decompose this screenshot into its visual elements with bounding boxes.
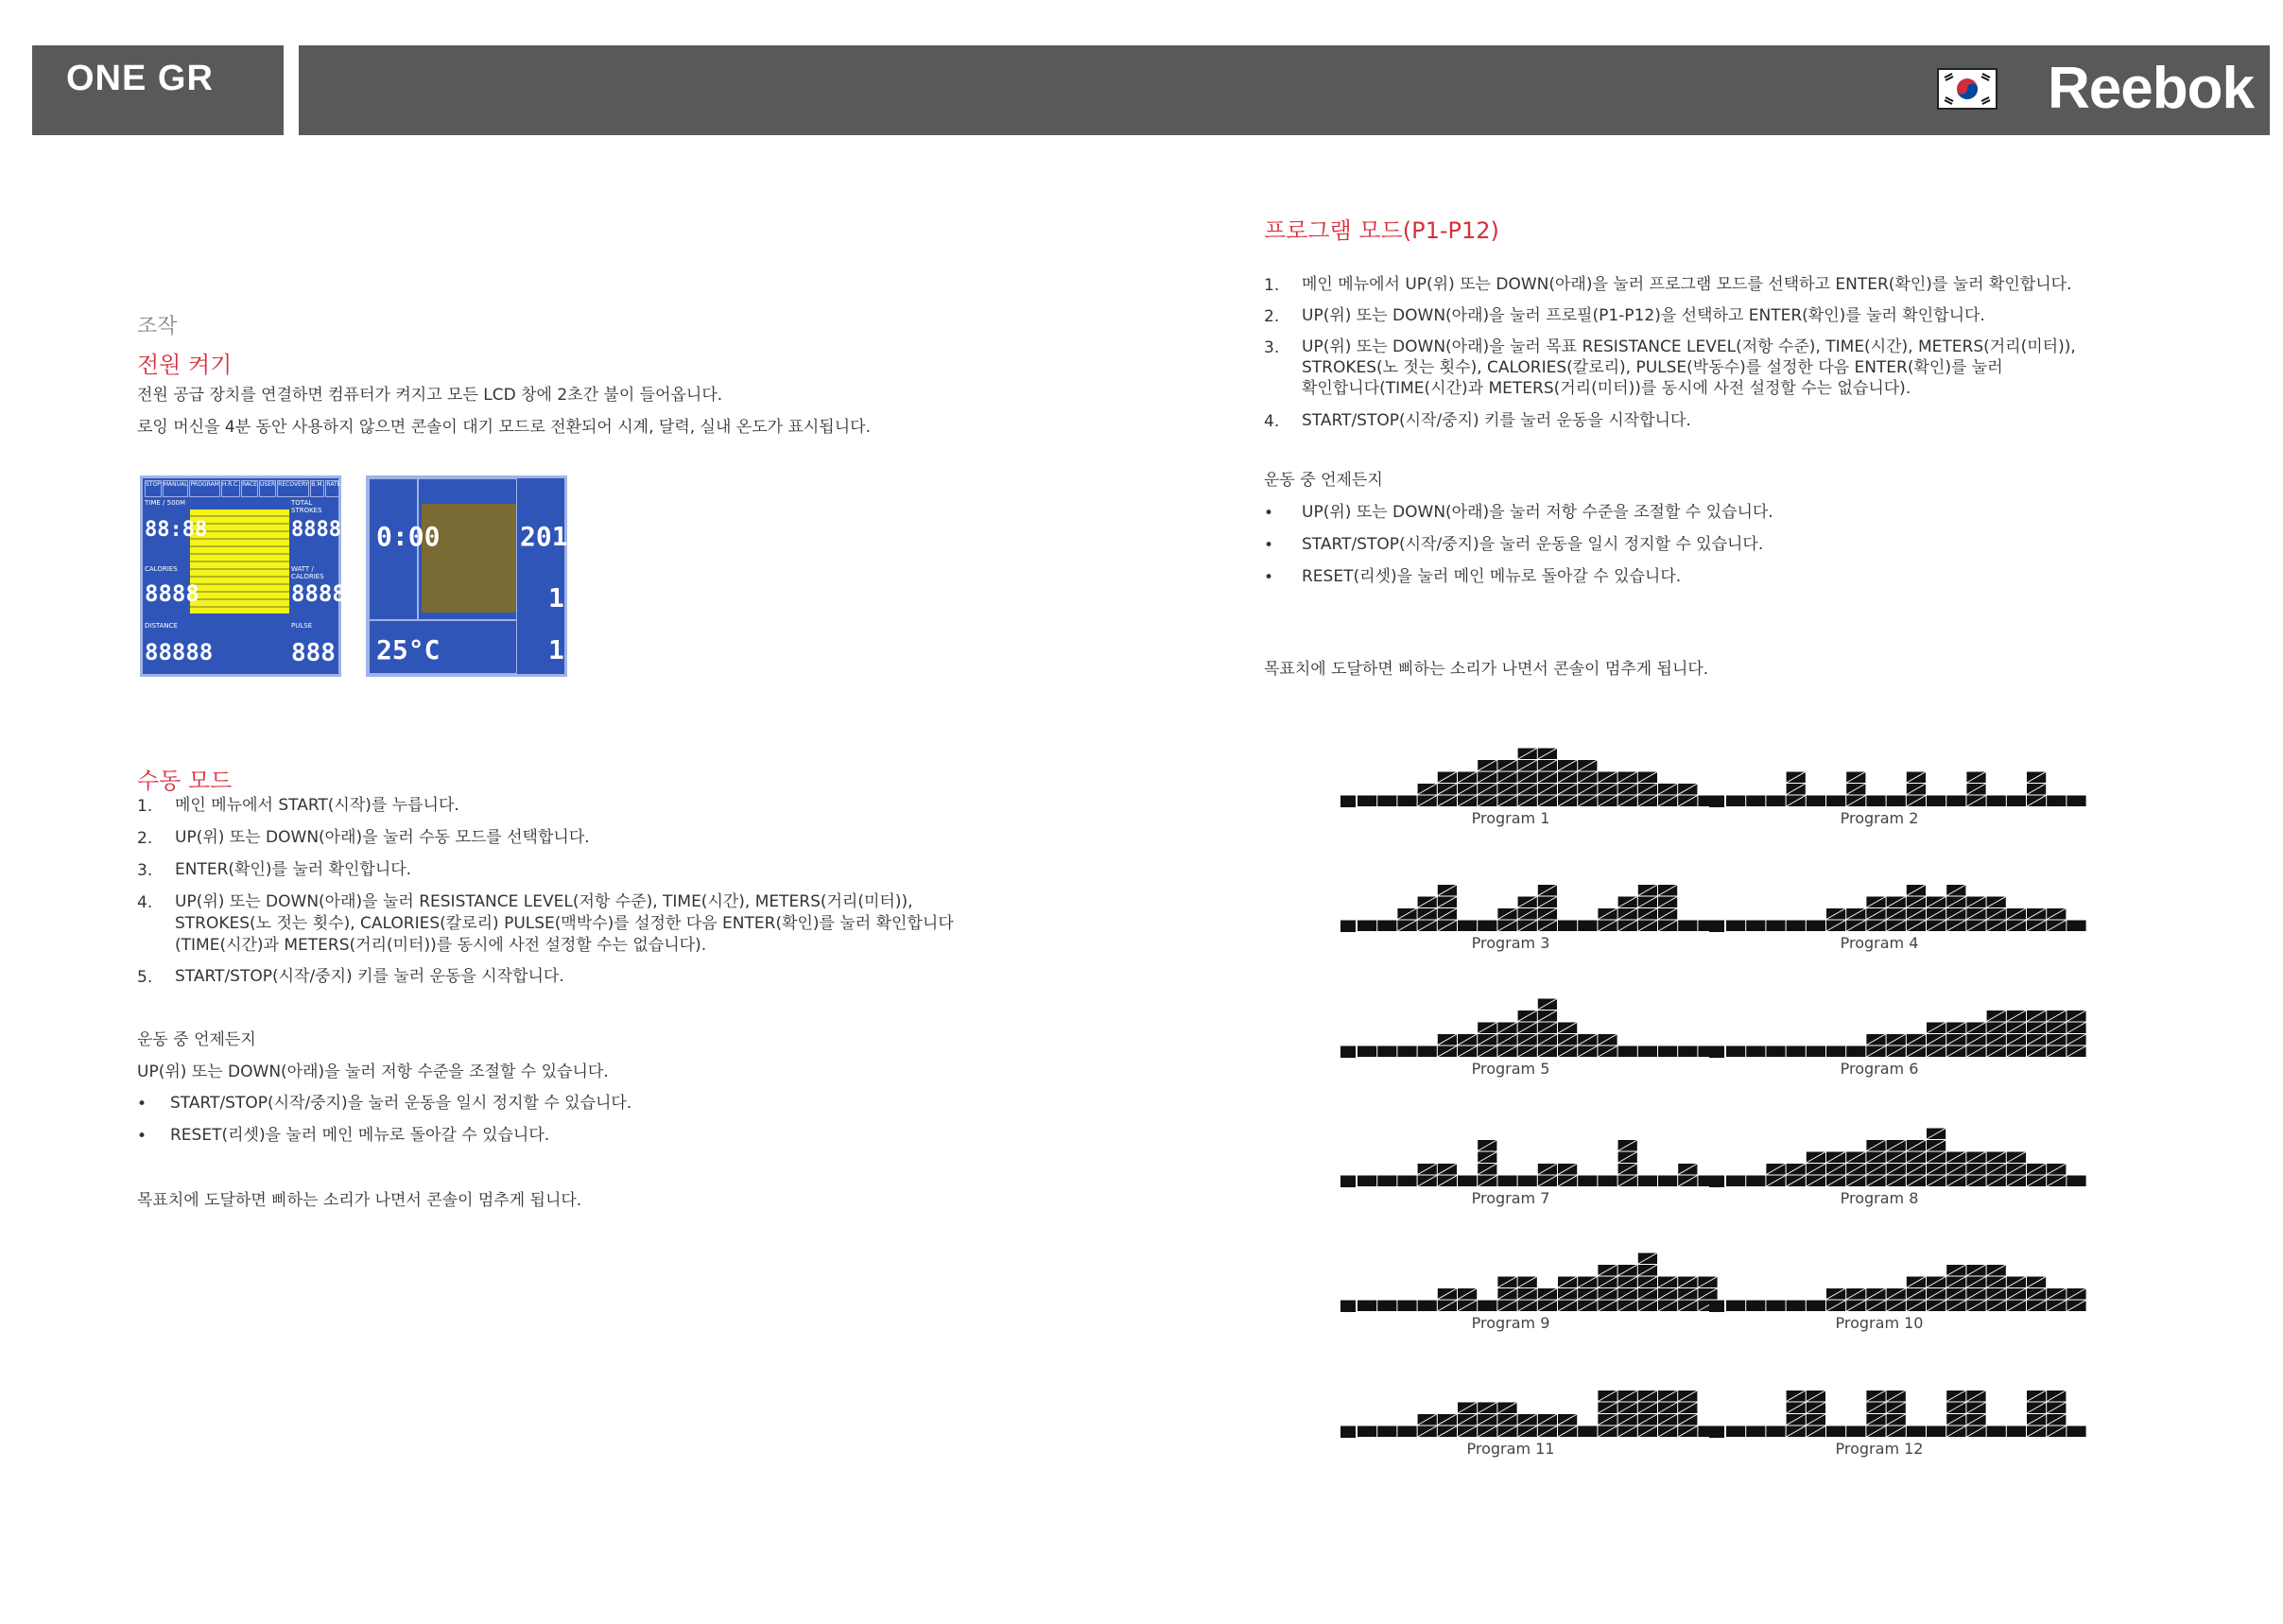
lcd-digits: 8888	[145, 580, 199, 607]
program-level-block	[1766, 921, 1785, 932]
program-level-block	[1746, 921, 1765, 932]
section-title: 조작	[137, 315, 178, 338]
start-marker	[1340, 1301, 1356, 1313]
program-caption: Program 5	[1471, 1060, 1550, 1078]
program-chart	[1709, 1240, 2050, 1312]
program-level-block	[1478, 1301, 1496, 1312]
manual-step-4-line-2: STROKES(노 젓는 횟수), CALORIES(칼로리) PULSE(맥박수)를 설정한 다음 ENTER(확인)를 눌러 확인합니다	[175, 914, 954, 933]
program-chart	[1340, 1240, 1681, 1312]
power-line-1: 전원 공급 장치를 연결하면 컴퓨터가 켜지고 모든 LCD 창에 2초간 불이 들어옵니다.	[137, 386, 723, 405]
start-marker	[1709, 1426, 1724, 1439]
model-badge	[32, 45, 284, 135]
manual-step-2: UP(위) 또는 DOWN(아래)을 눌러 수동 모드를 선택합니다.	[175, 828, 590, 847]
program-level-block	[1907, 1426, 1926, 1438]
program-level-block	[1766, 796, 1785, 807]
program-level-block	[1787, 1301, 1806, 1312]
program-level-block	[1377, 1046, 1396, 1058]
program-level-block	[1418, 1301, 1437, 1312]
manual-step-3: ENTER(확인)를 눌러 확인합니다.	[175, 860, 412, 879]
program-chart	[1340, 735, 1681, 807]
program-level-block	[1866, 796, 1885, 807]
header-bar	[299, 45, 2270, 135]
program-caption: Program 8	[1840, 1189, 1919, 1207]
program-level-block	[1826, 796, 1845, 807]
step-number: 3.	[1264, 338, 1280, 357]
program-level-block	[1518, 1176, 1537, 1187]
program-level-block	[1377, 1301, 1396, 1312]
program-level-block	[1846, 1046, 1865, 1058]
program-chart	[1709, 860, 2050, 932]
program-level-block	[1746, 1301, 1765, 1312]
program-level-block	[1358, 921, 1376, 932]
program-level-block	[1598, 1176, 1617, 1187]
program-level-block	[2047, 796, 2066, 807]
program-step-3-line-3: 확인합니다(TIME(시간)과 METERS(거리(미터))를 동시에 사전 설정할 수는 없습니다).	[1302, 379, 1911, 398]
bullet: •	[137, 1095, 147, 1114]
program-level-block	[1787, 921, 1806, 932]
program-level-block	[1418, 1046, 1437, 1058]
start-marker	[1340, 1426, 1356, 1439]
step-number: 1.	[137, 797, 153, 816]
bullet: •	[137, 1127, 147, 1146]
program-caption: Program 11	[1466, 1440, 1555, 1458]
program-level-block	[1377, 921, 1396, 932]
program-level-block	[1478, 921, 1496, 932]
program-level-block	[1726, 1426, 1745, 1438]
during-title: 운동 중 언제든지	[137, 1030, 256, 1049]
lcd-year: 2013	[520, 521, 584, 552]
program-caption: Program 9	[1471, 1314, 1550, 1332]
lcd-display-full	[140, 475, 355, 677]
lcd-display-standby	[366, 475, 584, 677]
program-level-block	[2067, 1176, 2085, 1187]
program-level-block	[1746, 1426, 1765, 1438]
lcd-digits: 88:88	[145, 518, 208, 542]
start-marker	[1709, 921, 1724, 933]
step-number: 1.	[1264, 276, 1280, 295]
program-level-block	[1458, 921, 1477, 932]
program-level-block	[2007, 1426, 2026, 1438]
manual-title: 수동 모드	[137, 768, 233, 794]
program-caption: Program 4	[1840, 934, 1919, 952]
program-level-block	[1746, 1046, 1765, 1058]
lcd-tab: STOP	[145, 480, 162, 497]
program-level-block	[1987, 796, 2006, 807]
manual-step-4-line-3: (TIME(시간)과 METERS(거리(미터))를 동시에 사전 설정할 수는 없습니다).	[175, 936, 707, 955]
program-caption: Program 12	[1835, 1440, 1924, 1458]
lcd-label: PULSE	[291, 622, 313, 630]
program-level-block	[1726, 1046, 1745, 1058]
program-level-block	[1726, 921, 1745, 932]
program-level-block	[1377, 1176, 1396, 1187]
during-line-1: UP(위) 또는 DOWN(아래)을 눌러 저항 수준을 조절할 수 있습니다.	[137, 1063, 609, 1081]
program-level-block	[1658, 1176, 1677, 1187]
program-level-block	[1826, 1426, 1845, 1438]
lcd-tab: PROGRAM	[189, 480, 219, 497]
lcd-digits: 888	[291, 639, 336, 667]
start-marker	[1709, 1301, 1724, 1313]
program-level-block	[1807, 1301, 1825, 1312]
lcd-month: 1	[548, 582, 564, 613]
program-level-block	[1358, 1046, 1376, 1058]
program-caption: Program 3	[1471, 934, 1550, 952]
lcd-label: TIME / 500M	[145, 499, 186, 507]
program-chart	[1340, 860, 1681, 932]
lcd-digits: 88888	[291, 518, 355, 542]
program-level-block	[2067, 1426, 2085, 1438]
program-level-block	[1746, 1176, 1765, 1187]
program-level-block	[1927, 1426, 1946, 1438]
lcd-digits: 8888	[291, 580, 346, 607]
lcd-tab: RATE	[325, 480, 341, 497]
program-level-block	[1458, 1176, 1477, 1187]
program-goal-text: 목표치에 도달하면 삐하는 소리가 나면서 콘솔이 멈추게 됩니다.	[1264, 660, 1709, 679]
program-level-block	[1358, 1426, 1376, 1438]
program-level-block	[1558, 921, 1577, 932]
step-number: 5.	[137, 968, 153, 987]
program-title: 프로그램 모드(P1-P12)	[1264, 217, 1499, 244]
korea-flag-icon	[1937, 68, 1998, 110]
bullet: •	[1264, 504, 1274, 523]
program-level-block	[1766, 1426, 1785, 1438]
program-caption: Program 10	[1835, 1314, 1924, 1332]
lcd-tab: H.R.C.	[221, 480, 240, 497]
step-number: 2.	[137, 829, 153, 848]
manual-step-4-line-1: UP(위) 또는 DOWN(아래)을 눌러 RESISTANCE LEVEL(저항 수준), TIME(시간), METERS(거리(미터)),	[175, 892, 913, 911]
program-chart	[1340, 1366, 1681, 1438]
program-chart	[1340, 1115, 1681, 1187]
bullet: •	[1264, 568, 1274, 587]
lcd-clock: 0:00	[376, 521, 441, 552]
bullet: •	[1264, 536, 1274, 555]
power-title: 전원 켜기	[137, 352, 233, 378]
during-bullet-2: RESET(리셋)을 눌러 메인 메뉴로 돌아갈 수 있습니다.	[170, 1126, 550, 1145]
program-level-block	[1927, 796, 1946, 807]
manual-step-1: 메인 메뉴에서 START(시작)를 누릅니다.	[175, 796, 459, 815]
program-during-bullet-2: START/STOP(시작/중지)을 눌러 운동을 일시 정지할 수 있습니다.	[1302, 535, 1764, 554]
program-level-block	[1578, 921, 1597, 932]
program-step-3-line-2: STROKES(노 젓는 횟수), CALORIES(칼로리), PULSE(박동수)를 설정한 다음 ENTER(확인)를 눌러	[1302, 358, 2003, 377]
program-step-2: UP(위) 또는 DOWN(아래)을 눌러 프로필(P1-P12)을 선택하고 ENTER(확인)를 눌러 확인합니다.	[1302, 306, 1985, 325]
program-level-block	[1397, 1426, 1416, 1438]
start-marker	[1340, 1176, 1356, 1188]
program-during-bullet-1: UP(위) 또는 DOWN(아래)을 눌러 저항 수준을 조절할 수 있습니다.	[1302, 503, 1773, 522]
program-level-block	[1358, 1176, 1376, 1187]
step-number: 3.	[137, 861, 153, 880]
lcd-label: DISTANCE	[145, 622, 178, 630]
program-level-block	[1618, 1046, 1637, 1058]
program-level-block	[1358, 796, 1376, 807]
program-level-block	[1826, 1046, 1845, 1058]
program-level-block	[1578, 1426, 1597, 1438]
program-step-3-line-1: UP(위) 또는 DOWN(아래)을 눌러 목표 RESISTANCE LEVEL(저항 수준), TIME(시간), METERS(거리(미터)),	[1302, 337, 2076, 356]
program-level-block	[1377, 796, 1396, 807]
power-line-2: 로잉 머신을 4분 동안 사용하지 않으면 콘솔이 대기 모드로 전환되어 시계, 달력, 실내 온도가 표시됩니다.	[137, 418, 871, 437]
lcd-label: TOTAL STROKES	[291, 499, 322, 514]
lcd-day: 1	[548, 634, 564, 665]
program-caption: Program 1	[1471, 809, 1550, 827]
program-chart	[1709, 735, 2050, 807]
brand-logo: Reebok	[2048, 56, 2254, 121]
program-level-block	[1638, 1176, 1657, 1187]
program-level-block	[1397, 1046, 1416, 1058]
program-level-block	[1746, 796, 1765, 807]
lcd-tab: USER	[259, 480, 276, 497]
program-level-block	[2007, 796, 2026, 807]
start-marker	[1340, 921, 1356, 933]
program-level-block	[1766, 1046, 1785, 1058]
program-caption: Program 2	[1840, 809, 1919, 827]
program-level-block	[2067, 796, 2085, 807]
program-level-block	[1678, 1046, 1697, 1058]
program-level-block	[1397, 1301, 1416, 1312]
program-level-block	[1787, 1046, 1806, 1058]
step-number: 4.	[1264, 412, 1280, 431]
program-step-1: 메인 메뉴에서 UP(위) 또는 DOWN(아래)을 눌러 프로그램 모드를 선택하고 ENTER(확인)를 눌러 확인합니다.	[1302, 275, 2072, 294]
start-marker	[1709, 796, 1724, 808]
program-level-block	[1726, 1301, 1745, 1312]
start-marker	[1340, 1046, 1356, 1059]
lcd-tab: RACE	[241, 480, 258, 497]
program-step-4: START/STOP(시작/중지) 키를 눌러 운동을 시작합니다.	[1302, 411, 1691, 430]
program-level-block	[1638, 1046, 1657, 1058]
lcd-label: WATT / CALORIES	[291, 565, 324, 580]
start-marker	[1340, 796, 1356, 808]
program-level-block	[2067, 921, 2085, 932]
step-number: 4.	[137, 893, 153, 912]
lcd-tab: RECOVERY	[277, 480, 309, 497]
program-chart	[1709, 1115, 2050, 1187]
program-level-block	[1497, 1176, 1516, 1187]
manual-step-5: START/STOP(시작/중지) 키를 눌러 운동을 시작합니다.	[175, 967, 564, 986]
program-level-block	[1358, 1301, 1376, 1312]
program-level-block	[1946, 796, 1965, 807]
program-level-block	[1807, 1046, 1825, 1058]
program-level-block	[1887, 796, 1906, 807]
program-level-block	[1578, 1176, 1597, 1187]
program-level-block	[1807, 921, 1825, 932]
program-level-block	[1807, 796, 1825, 807]
program-chart	[1709, 986, 2050, 1058]
program-level-block	[1678, 921, 1697, 932]
program-level-block	[1658, 1046, 1677, 1058]
program-level-block	[1726, 1176, 1745, 1187]
program-level-block	[1987, 1426, 2006, 1438]
program-level-block	[1766, 1301, 1785, 1312]
program-level-block	[1397, 1176, 1416, 1187]
model-name: ONE GR	[66, 59, 214, 98]
lcd-digits: 88888	[145, 639, 214, 665]
program-level-block	[1377, 1426, 1396, 1438]
lcd-label: CALORIES	[145, 565, 178, 573]
program-caption: Program 6	[1840, 1060, 1919, 1078]
program-during-title: 운동 중 언제든지	[1264, 471, 1383, 490]
lcd-tab: MANUAL	[163, 480, 189, 497]
program-during-bullet-3: RESET(리셋)을 눌러 메인 메뉴로 돌아갈 수 있습니다.	[1302, 567, 1682, 586]
program-chart	[1709, 1366, 2050, 1438]
start-marker	[1709, 1046, 1724, 1059]
program-caption: Program 7	[1471, 1189, 1550, 1207]
program-level-block	[1397, 796, 1416, 807]
lcd-tab: B.M.	[310, 480, 324, 497]
program-level-block	[1846, 1426, 1865, 1438]
program-level-block	[1726, 796, 1745, 807]
goal-text: 목표치에 도달하면 삐하는 소리가 나면서 콘솔이 멈추게 됩니다.	[137, 1191, 582, 1210]
lcd-temperature: 25°C	[376, 634, 441, 665]
program-chart	[1340, 986, 1681, 1058]
during-bullet-1: START/STOP(시작/중지)을 눌러 운동을 일시 정지할 수 있습니다.	[170, 1094, 632, 1113]
start-marker	[1709, 1176, 1724, 1188]
step-number: 2.	[1264, 307, 1280, 326]
